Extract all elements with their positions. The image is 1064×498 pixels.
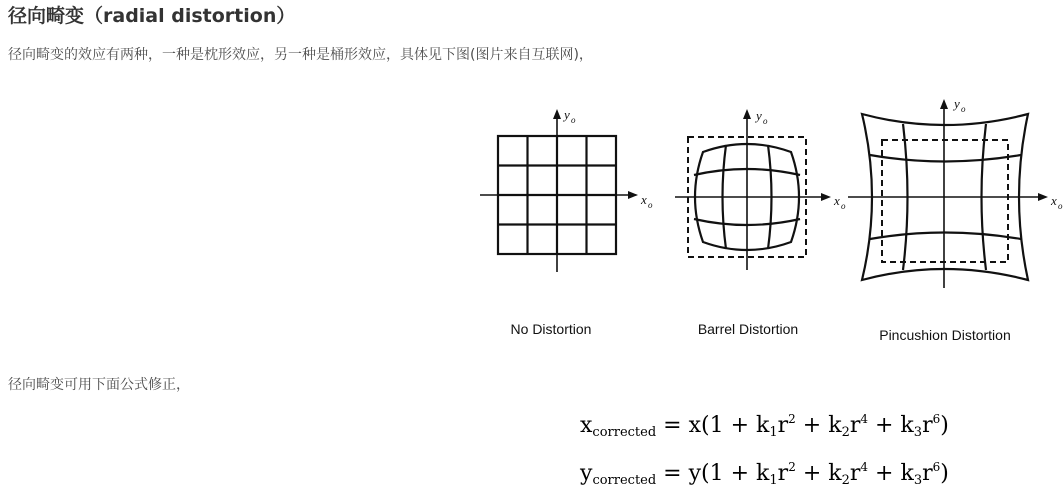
formula-part: + k [795, 461, 842, 486]
formula-part: r [849, 461, 861, 486]
axis-x-sub-3: o [1058, 201, 1063, 211]
caption-pincushion-distortion: Pincushion Distortion [879, 327, 1011, 343]
formula-part: r [777, 461, 789, 486]
formula-part: r [922, 461, 933, 486]
formula-part: 3 [913, 425, 923, 440]
axis-x-sub-1: o [648, 200, 653, 210]
formula-part: 4 [860, 460, 869, 474]
formula-part: 2 [841, 473, 850, 488]
formula-part: 2 [841, 425, 850, 440]
formula-part: 1 [769, 473, 778, 488]
formula-part: r [849, 413, 861, 438]
formula-part: 6 [932, 460, 941, 474]
formula-sub: corrected [592, 425, 657, 440]
axis-y-sub-2: o [763, 116, 768, 126]
section-heading: 径向畸变（radial distortion） [8, 5, 296, 27]
axis-y-sub-1: o [571, 115, 576, 125]
formula-eq: = x(1 + k [656, 413, 770, 438]
formula-part: ) [940, 413, 949, 438]
formula-y-row [580, 450, 949, 498]
distortion-figure [470, 92, 1064, 350]
y-axis-arrow [940, 99, 948, 109]
formula-part: 1 [769, 425, 778, 440]
axis-x-label-2: x [834, 193, 840, 208]
x-axis-arrow [1038, 193, 1048, 201]
no-distortion-panel [480, 109, 638, 272]
formula-part: 4 [860, 412, 869, 426]
caption-no-distortion: No Distortion [510, 321, 592, 337]
y-axis-arrow [743, 109, 751, 119]
intro-paragraph: 径向畸变的效应有两种，一种是枕形效应，另一种是桶形效应，具体见下图(图片来自互联网)， [8, 47, 593, 63]
barrel-distortion-panel [675, 109, 831, 270]
axis-y-label-1: y [564, 107, 570, 122]
axis-y-sub-3: o [961, 104, 966, 114]
formula-eq: = y(1 + k [656, 461, 770, 486]
axis-x-sub-2: o [841, 201, 846, 211]
axis-y-label-3: y [954, 96, 960, 111]
formula-part: r [922, 413, 933, 438]
formula-part: ) [940, 461, 949, 486]
formula-x-row [580, 402, 949, 450]
formula-part: 2 [788, 460, 796, 474]
formula-var: x [580, 413, 593, 438]
formula-part: + k [868, 461, 914, 486]
distortion-diagram [470, 92, 1064, 350]
formula-part: 6 [932, 412, 941, 426]
no-distortion-axes [480, 118, 630, 272]
formula-part: + k [795, 413, 842, 438]
pincushion-distortion-panel [848, 99, 1048, 288]
x-axis-arrow [821, 193, 831, 201]
formula-part: r [777, 413, 789, 438]
formula-intro-paragraph: 径向畸变可用下面公式修正， [8, 377, 190, 393]
formula-part: + k [868, 413, 914, 438]
caption-barrel-distortion: Barrel Distortion [697, 321, 799, 337]
correction-formula [580, 402, 949, 498]
axis-y-label-2: y [756, 108, 762, 123]
axis-x-label-1: x [641, 192, 647, 207]
formula-var: y [580, 461, 593, 486]
axis-x-label-3: x [1051, 193, 1057, 208]
formula-sub: corrected [592, 473, 657, 488]
formula-part: 2 [788, 412, 796, 426]
x-axis-arrow [628, 191, 638, 199]
y-axis-arrow [553, 109, 561, 119]
formula-part: 3 [913, 473, 923, 488]
pincushion-axes [848, 108, 1040, 288]
